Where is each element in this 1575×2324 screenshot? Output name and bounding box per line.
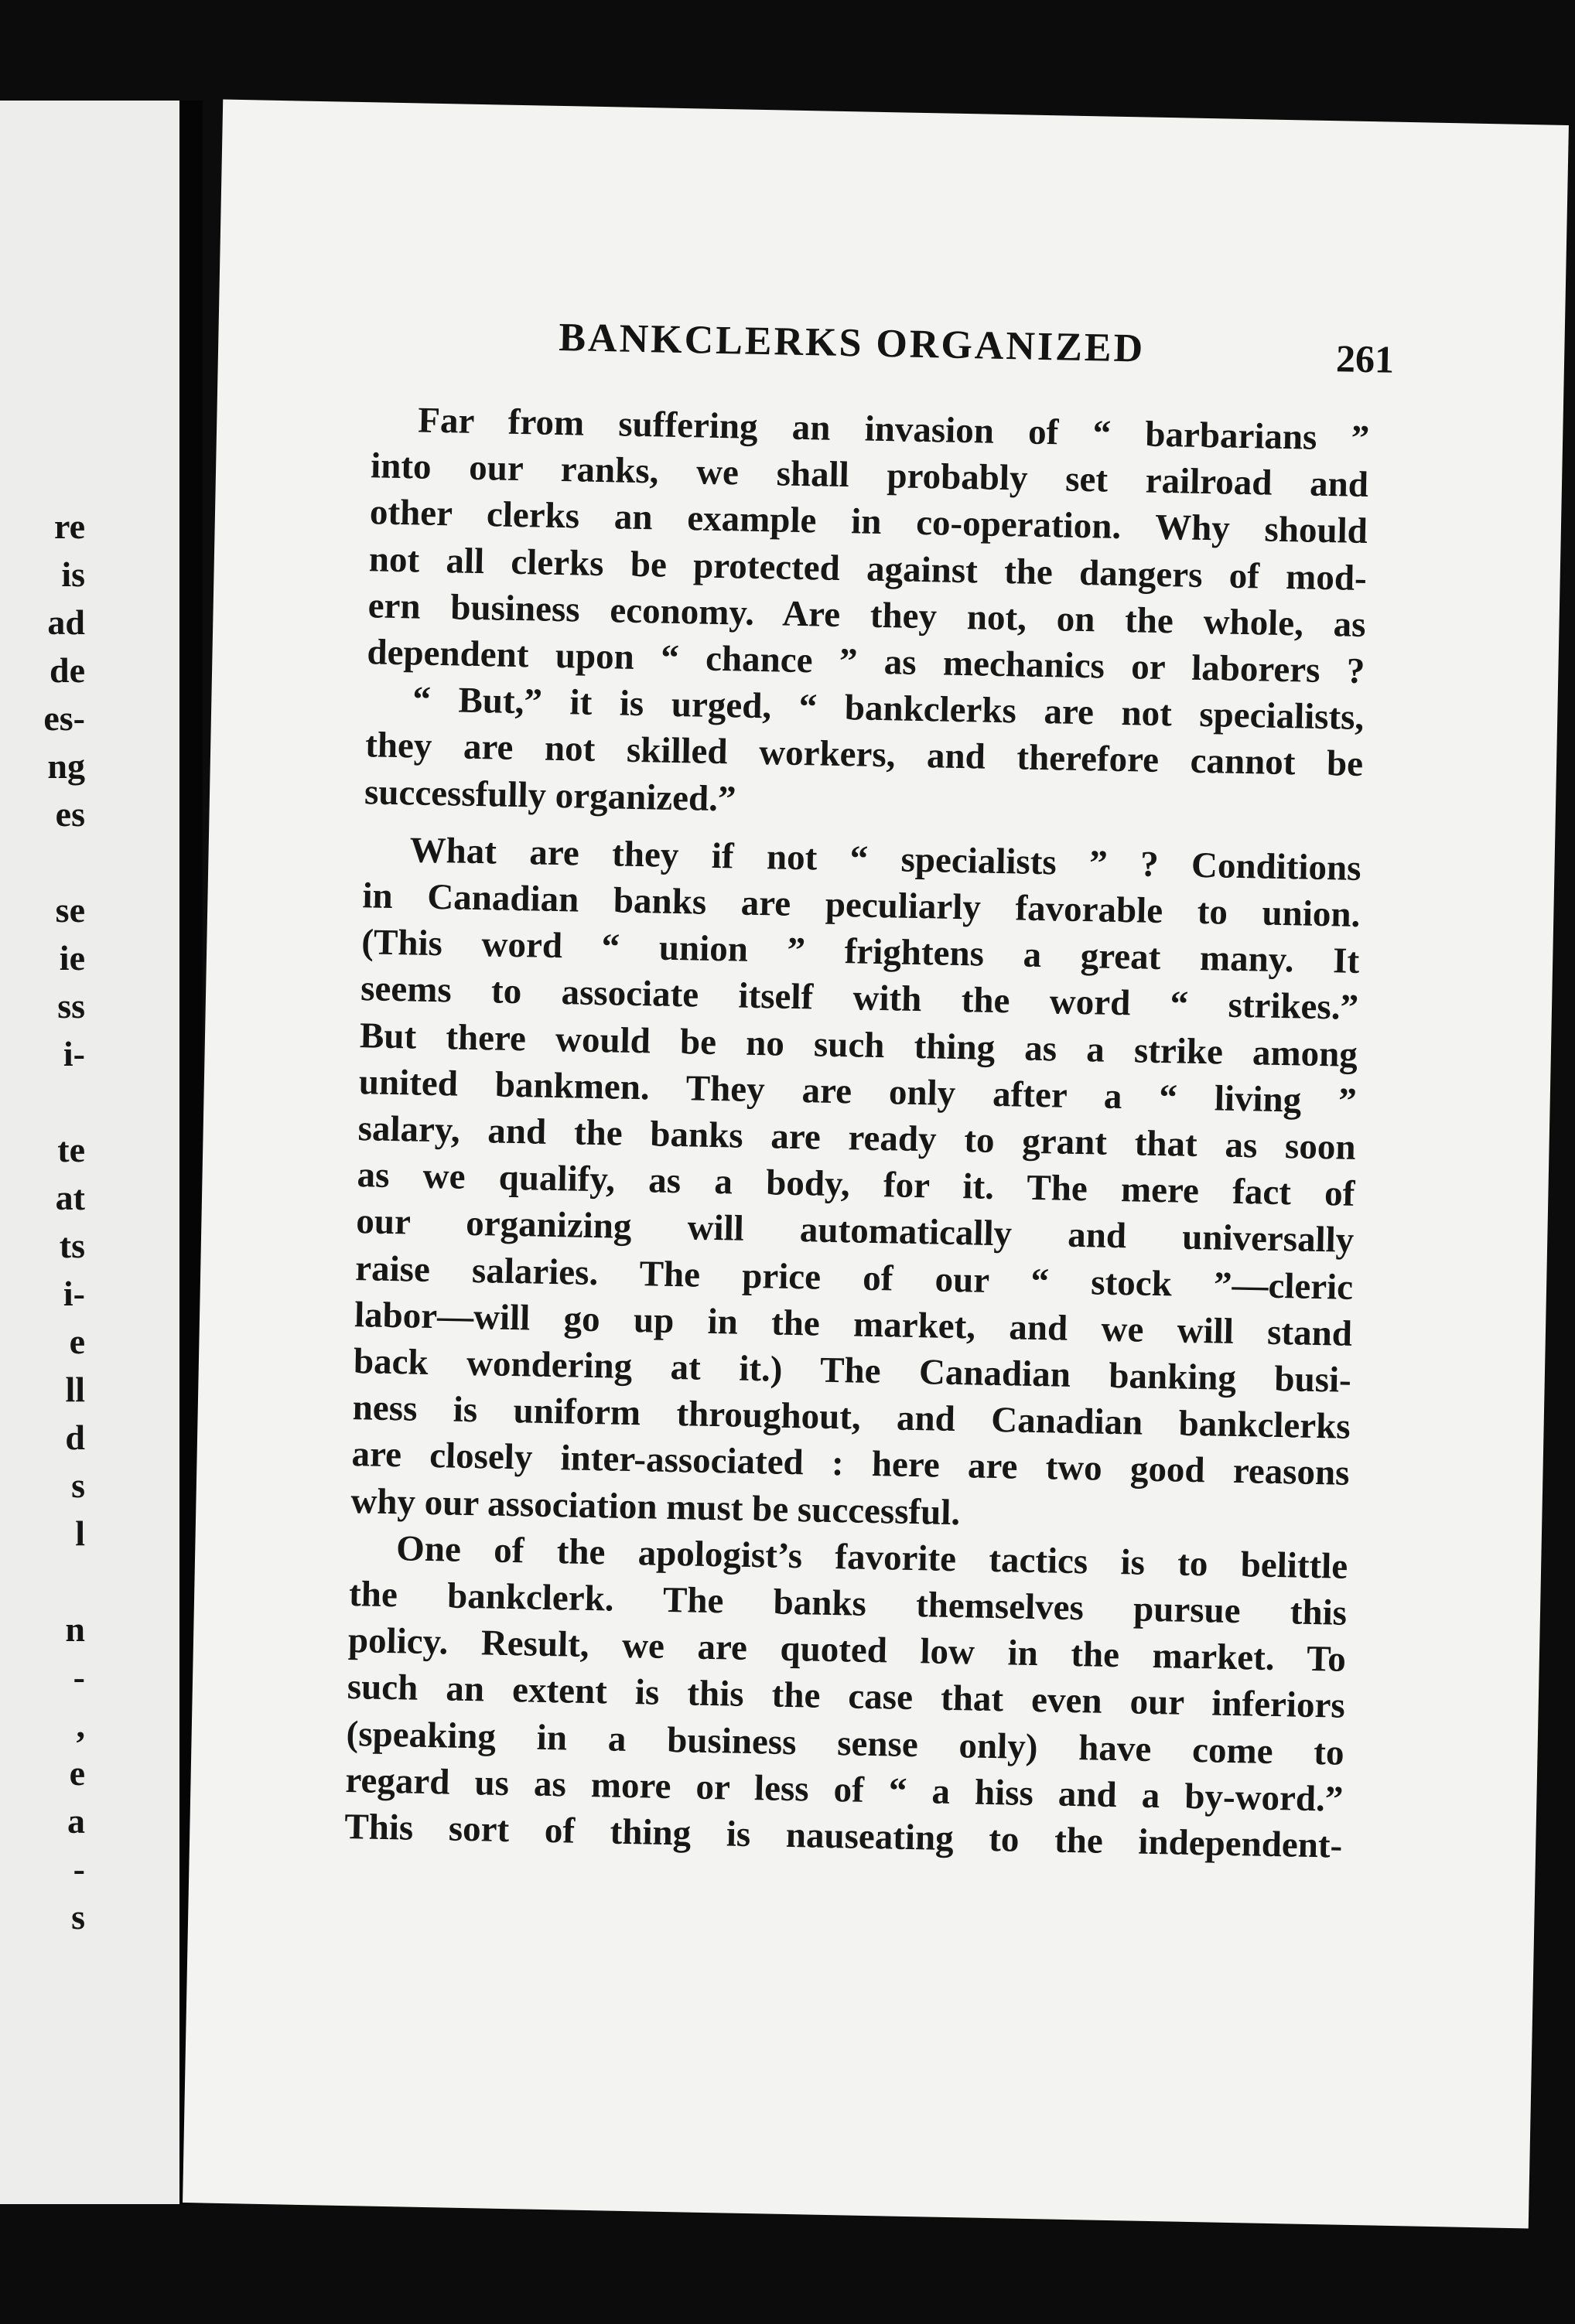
text-line: the bankclerk. The banks themselves pursue this [348,1574,1348,1633]
text-line: such an extent is this the case that even our inferiors [347,1667,1346,1727]
fragment-line: te [57,1130,85,1169]
paragraph [344,1524,1348,1869]
text-line: they are not skilled workers, and therefore cannot be [364,725,1364,785]
fragment-line: ll [65,1370,85,1409]
fragment-line: i- [63,1274,85,1313]
fragment-line: ss [57,986,85,1025]
text-line: in Canadian banks are peculiarly favorable to union. [362,875,1361,935]
text-line: raise salaries. The price of our “ stock ”—cleric [354,1247,1354,1308]
text-line: But there would be no such thing as a strike among [359,1015,1358,1075]
fragment-line: - [73,1849,85,1889]
fragment-line: ie [59,938,85,978]
text-line: regard us as more or less of “ a hiss and a by-word.” [345,1759,1344,1820]
text-line: not all clerks be protected against the dangers of mod- [368,538,1368,599]
fragment-line: a [67,1801,85,1841]
text-line: What are they if not “ specialists ” ? Conditions [409,830,1361,889]
fragment-line [0,1078,85,1126]
fragment-line: d [65,1418,85,1457]
text-line: salary, and the banks are ready to grant that as soon [357,1108,1357,1168]
paragraph [367,396,1370,694]
fragment-line: - [73,1657,85,1697]
text-line: (This word “ union ” frightens a great many. It [360,922,1360,982]
text-line: (speaking in a business sense only) have come to [346,1713,1344,1773]
text-line: other clerks an example in co-operation. Why should [369,492,1368,552]
text-line: This sort of thing is nauseating to the independent- [343,1807,1343,1866]
text-line: seems to associate itself with the word “ strikes.” [360,968,1359,1029]
fragment-line: s [71,1897,85,1937]
text-line: why our association must be successful. [350,1480,961,1533]
fragment-line: n [65,1609,85,1649]
text-line: One of the apologist’s favorite tactics is to belittle [395,1528,1348,1587]
fragment-line: es- [43,698,85,738]
text-line: Far from suffering an invasion of “ barbarians ” [417,400,1370,459]
fragment-line [0,838,85,886]
text-line: back wondering at it.) The Canadian banking busi- [353,1341,1352,1401]
text-line: are closely inter-associated : here are two good reasons [351,1434,1350,1494]
text-line: as we qualify, as a body, for it. The mere fact of [357,1155,1355,1215]
fragment-line [0,1558,85,1606]
fragment-line: at [55,1178,85,1217]
text-line: united bankmen. They are only after a “ living ” [358,1062,1358,1121]
previous-page-text-fragments [0,503,85,1941]
page-body [344,396,1370,1869]
fragment-line: ad [47,602,85,642]
running-head: BANKCLERKS ORGANIZED [558,315,1146,371]
text-line: dependent upon “ chance ” as mechanics or laborers ? [367,632,1365,692]
fragment-line: i- [63,1034,85,1073]
paragraph [364,675,1365,834]
text-line: labor—will go up in the market, and we will stand [354,1294,1353,1354]
text-line: ness is uniform throughout, and Canadian bankclerks [352,1387,1351,1448]
text-line: policy. Result, we are quoted low in the market. To [347,1620,1347,1681]
fragment-line: l [75,1514,85,1553]
fragment-line: ng [47,746,85,786]
fragment-line: is [61,555,85,594]
paragraph [350,826,1361,1544]
book-page [183,100,1569,2229]
fragment-line: , [76,1705,85,1745]
fragment-line: de [50,650,85,690]
text-line: our organizing will automatically and universally [355,1201,1355,1261]
fragment-line: e [69,1753,85,1793]
page-header [558,315,1395,401]
text-line: “ But,” it is urged, “ bankclerks are not specialists, [412,679,1365,739]
text-line: ern business economy. Are they not, on the whole, as [367,585,1366,645]
fragment-line: re [53,507,85,546]
fragment-line: se [55,890,85,930]
fragment-line: es [55,794,85,834]
fragment-line: ts [59,1226,85,1265]
page-number: 261 [1335,336,1395,381]
fragment-line: s [71,1466,85,1505]
text-line: into our ranks, we shall probably set railroad and [370,445,1369,506]
previous-page-edge [0,101,179,2204]
fragment-line: e [69,1322,85,1361]
text-line: successfully organized.” [364,771,736,820]
